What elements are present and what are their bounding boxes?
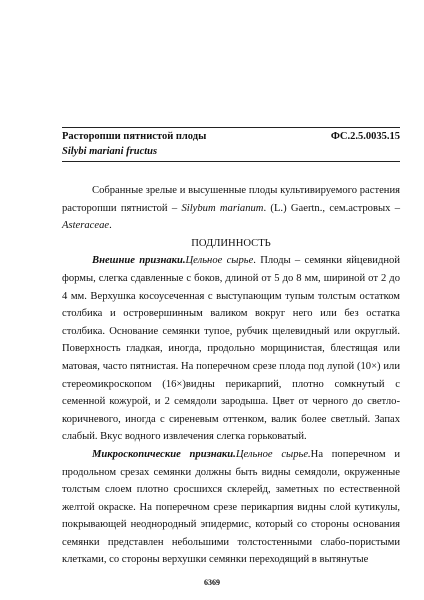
intro-text-after: . (L.) Gaertn., сем.астровых –	[263, 202, 400, 214]
intro-text-before: Собранные зрелые и высушенные плоды культивируемого растения расторопши пятнистой –	[62, 185, 400, 214]
header-top-rule	[62, 127, 400, 128]
monograph-code: ФС.2.5.0035.15	[330, 131, 400, 142]
page-number: 6369	[204, 578, 220, 587]
family-name: Asteraceae	[62, 220, 110, 232]
external-features-heading: Внешние признаки.	[92, 255, 186, 267]
microscopic-features-text: На поперечном и продольном срезах семянки должны быть видны семядоли, окруженные толстым слоем плотно сросшихся склерейд, заметных по естественной желтой окраске. На поперечном срезе перикарпия видны слой кутикулы, покрывающей неоднородный эпидермис, который со стороны основания семянки представлен небольшими толстостенными слабо-пористыми клетками, со стороны верхушки семянки переходящий в вытянутые	[62, 448, 400, 566]
header-row	[62, 131, 400, 142]
monograph-header	[62, 127, 400, 162]
document-body	[62, 182, 400, 569]
microscopic-features-heading: Микроскопические признаки.	[92, 448, 236, 460]
species-name: Silybum marianum	[181, 202, 264, 214]
intro-paragraph	[62, 182, 400, 235]
microscopic-features-subheading: Цельное сырье.	[235, 448, 311, 460]
monograph-title: Расторопши пятнистой плоды	[62, 131, 207, 142]
external-features-subheading: Цельное сырье	[185, 255, 254, 267]
microscopic-features-paragraph	[62, 446, 400, 569]
header-bottom-rule	[62, 161, 400, 162]
intro-end: .	[109, 220, 112, 232]
external-features-paragraph	[62, 252, 400, 446]
section-title: ПОДЛИННОСТЬ	[191, 237, 271, 249]
latin-name: Silybi mariani fructus	[62, 146, 158, 157]
external-features-text: . Плоды – семянки яйцевидной формы, слегка сдавленные с боков, длиной от 5 до 8 мм, шириной от 2 до 4 мм. Верхушка косоусеченная с выступающим тупым толстым остатком столбика и островершинным валиком вокруг него или без остатка столбика. Основание семянки тупое, рубчик щелевидный или округлый. Поверхность гладкая, иногда, продольно морщинистая, блестящая или матовая, часто пятнистая. На поперечном срезе плода под лупой (10×) или стереомикроскопом (16×)видны перикарпий, плотно сомкнутый с семенной кожурой, и 2 семядоли зародыша. Цвет от черного до светло-коричневого, иногда с сиреневым оттенком, валик более светлый. Запах слабый. Вкус водного извлечения слегка горьковатый.	[62, 255, 400, 443]
